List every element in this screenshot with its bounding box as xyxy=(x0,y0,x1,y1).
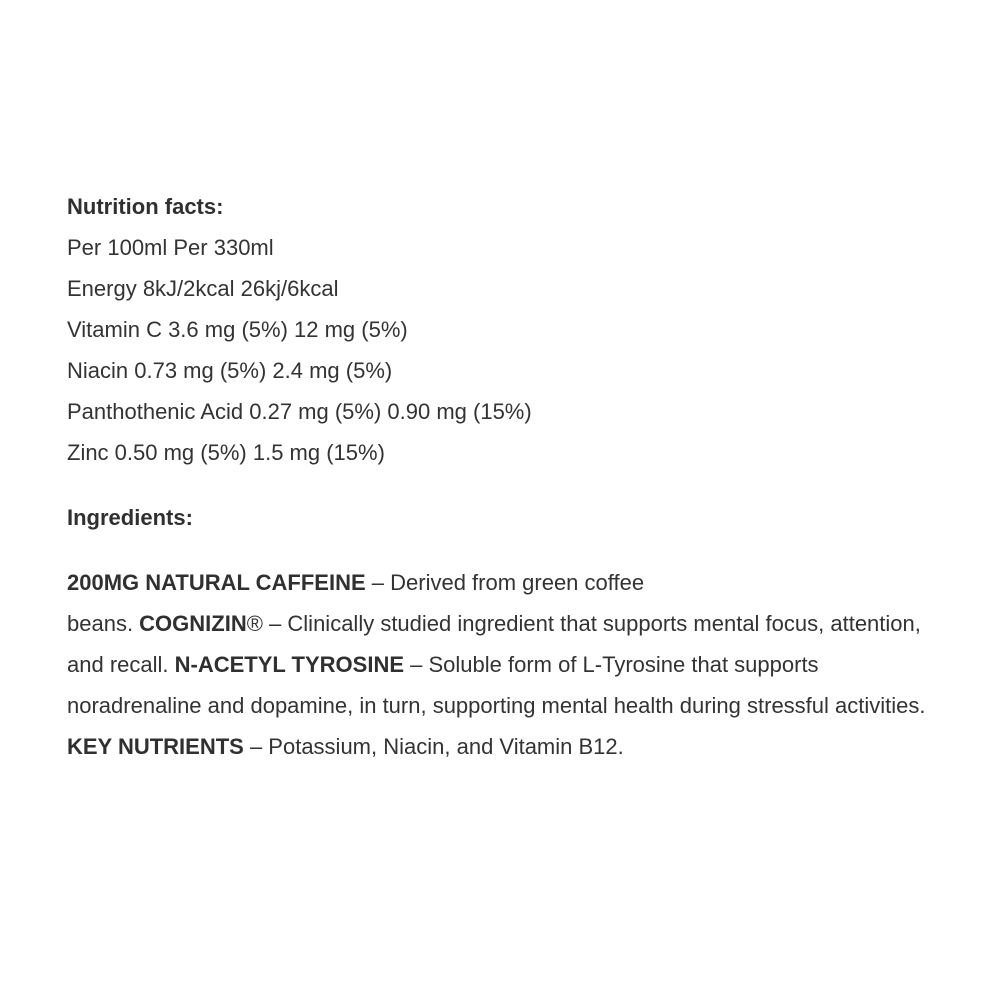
ingredients-section xyxy=(67,497,933,538)
nutrition-facts-section xyxy=(67,186,933,473)
ingredient-description: – Derived from green coffee xyxy=(365,570,645,595)
ingredient-name: 200MG NATURAL CAFFEINE xyxy=(67,570,366,595)
ingredient-description: beans. xyxy=(67,611,140,636)
ingredient-name: KEY NUTRIENTS xyxy=(67,734,244,759)
ingredient-description: – Soluble form of L-Tyrosine that supports noradrenaline and dopamine, in turn, supporting mental health during stressful activities. xyxy=(67,652,926,718)
nutrition-facts-heading: Nutrition facts: xyxy=(67,194,224,219)
nutrition-line-vitamin-c: Vitamin C 3.6 mg (5%) 12 mg (5%) xyxy=(67,317,408,342)
nutrition-line-zinc: Zinc 0.50 mg (5%) 1.5 mg (15%) xyxy=(67,440,385,465)
ingredient-description: – Potassium, Niacin, and Vitamin B12. xyxy=(243,734,624,759)
ingredient-name: N-ACETYL TYROSINE xyxy=(174,652,405,677)
nutrition-line-serving: Per 100ml Per 330ml xyxy=(67,235,274,260)
ingredients-heading: Ingredients: xyxy=(67,505,193,530)
ingredients-paragraph xyxy=(67,562,933,767)
nutrition-line-energy: Energy 8kJ/2kcal 26kj/6kcal xyxy=(67,276,339,301)
ingredient-description: ® – Clinically studied ingredient that supports mental focus, attention, and recall. xyxy=(67,611,921,677)
nutrition-line-niacin: Niacin 0.73 mg (5%) 2.4 mg (5%) xyxy=(67,358,393,383)
nutrition-line-panthothenic-acid: Panthothenic Acid 0.27 mg (5%) 0.90 mg (15%) xyxy=(67,399,532,424)
ingredient-name: COGNIZIN xyxy=(139,611,247,636)
